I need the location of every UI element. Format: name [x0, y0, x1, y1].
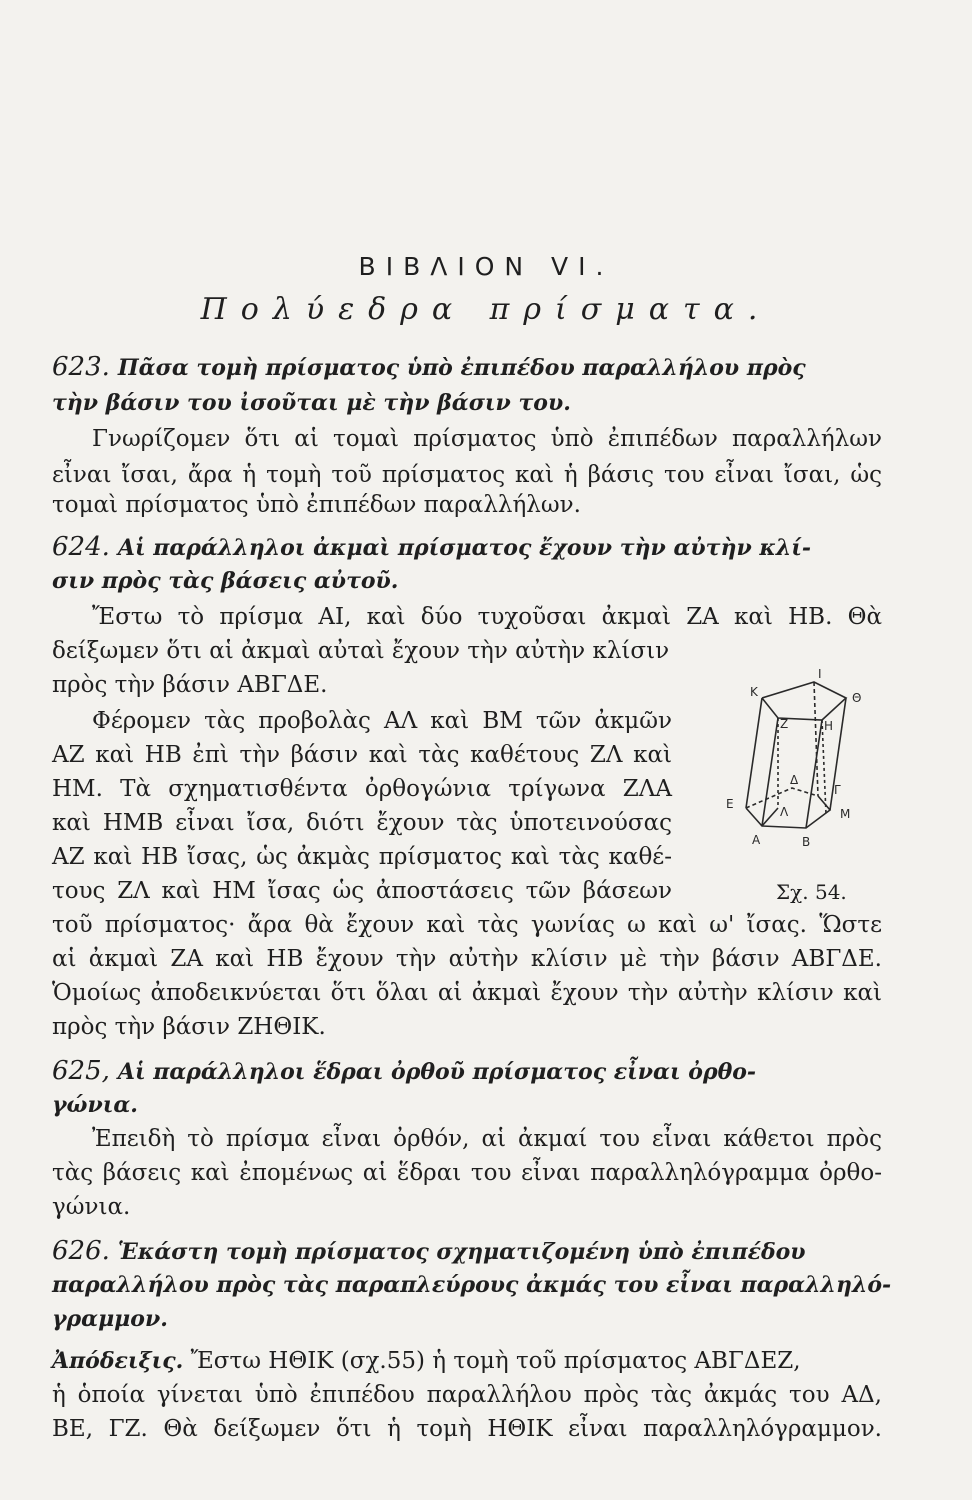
paragraph-line: ΑΖ καὶ ΗΒ ἐπὶ τὴν βάσιν καὶ τὰς καθέτους ΖΛ καὶ	[52, 742, 672, 768]
paragraph-line: τὰς βάσεις καὶ ἐπομένως αἱ ἕδραι του εἶναι παραλληλόγραμμα ὀρθο-	[52, 1160, 882, 1186]
paragraph-line: δείξωμεν ὅτι αἱ ἀκμαὶ αὐταὶ ἔχουν τὴν αὐτὴν κλίσιν	[52, 638, 670, 664]
chapter-title: Πολύεδρα πρίσματα.	[200, 292, 772, 327]
label-B: Β	[802, 835, 811, 849]
paragraph-line: τομαὶ πρίσματος ὑπὸ ἐπιπέδων παραλλήλων.	[52, 492, 581, 518]
section-623-heading: 623. Πᾶσα τομὴ πρίσματος ὑπὸ ἐπιπέδου παραλλήλου πρὸς	[52, 352, 806, 382]
section-626-heading: 626. Ἑκάστη τομὴ πρίσματος σχηματιζομένη ὑπὸ ἐπιπέδου	[52, 1236, 806, 1266]
label-Gamma: Γ	[834, 783, 841, 797]
section-625-heading: 625, Αἱ παράλληλοι ἕδραι ὀρθοῦ πρίσματος εἶναι ὀρθο-	[52, 1056, 757, 1086]
paragraph-line: Ἔστω τὸ πρίσμα ΑΙ, καὶ δύο τυχοῦσαι ἀκμαὶ ΖΑ καὶ ΗΒ. Θὰ	[92, 604, 882, 630]
edge	[746, 698, 762, 808]
paragraph-line: Ὁμοίως ἀποδεικνύεται ὅτι ὅλαι αἱ ἀκμαὶ ἔχουν τὴν αὐτὴν κλίσιν καὶ	[52, 980, 882, 1006]
section-number: 625,	[52, 1056, 110, 1086]
label-E: Ε	[726, 797, 734, 811]
section-624-heading-cont: σιν πρὸς τὰς βάσεις αὐτοῦ.	[52, 568, 399, 594]
section-number: 624.	[52, 532, 110, 562]
paragraph-line: πρὸς τὴν βάσιν ΖΗΘΙΚ.	[52, 1014, 326, 1040]
paragraph-line: γώνια.	[52, 1194, 131, 1220]
paragraph-line: Ἐπειδὴ τὸ πρίσμα εἶναι ὀρθόν, αἱ ἀκμαί του εἶναι κάθετοι πρὸς	[92, 1126, 882, 1152]
paragraph-line: καὶ ΗΜΒ εἶναι ἴσα, διότι ἔχουν τὰς ὑποτεινούσας	[52, 810, 672, 836]
label-Z: Ζ	[780, 717, 789, 731]
paragraph-line: Φέρομεν τὰς προβολὰς ΑΛ καὶ ΒΜ τῶν ἀκμῶν	[92, 708, 672, 734]
section-number: 623.	[52, 352, 110, 382]
label-K: Κ	[750, 685, 758, 699]
hidden-edge	[814, 682, 818, 796]
top-face	[762, 682, 846, 720]
paragraph-line: αἱ ἀκμαὶ ΖΑ καὶ ΗΒ ἔχουν τὴν αὐτὴν κλίσιν μὲ τὴν βάσιν ΑΒΓΔΕ.	[52, 946, 882, 972]
paragraph-line: Γνωρίζομεν ὅτι αἱ τομαὶ πρίσματος ὑπὸ ἐπιπέδων παραλλήλων	[92, 426, 882, 452]
prism-figure	[722, 668, 872, 868]
paragraph-line: ΗΜ. Τὰ σχηματισθέντα ὀρθογώνια τρίγωνα ΖΛΑ	[52, 776, 672, 802]
label-H: Η	[824, 719, 834, 733]
book-title: ΒΙΒΛΙΟΝ VI.	[358, 252, 614, 281]
paragraph-line: ΑΖ καὶ ΗΒ ἴσας, ὡς ἀκμὰς πρίσματος καὶ τὰς καθέ-	[52, 844, 672, 870]
paragraph-line: τους ΖΛ καὶ ΗΜ ἴσας ὡς ἀποστάσεις τῶν βάσεων	[52, 878, 672, 904]
paragraph-line: εἶναι ἴσαι, ἄρα ἡ τομὴ τοῦ πρίσματος καὶ ἡ βάσις του εἶναι ἴσαι, ὡς	[52, 462, 882, 488]
label-I: Ι	[818, 668, 822, 681]
paragraph-line: ΒΕ, ΓΖ. Θὰ δείξωμεν ὅτι ἡ τομὴ ΗΘΙΚ εἶναι παραλληλόγραμμον.	[52, 1416, 882, 1442]
perpendicular	[822, 720, 826, 814]
label-M: Μ	[840, 807, 851, 821]
label-L: Λ	[780, 805, 789, 819]
label-Delta: Δ	[790, 773, 799, 787]
section-623-heading-cont: τὴν βάσιν του ἰσοῦται μὲ τὴν βάσιν του.	[52, 390, 571, 416]
edge	[806, 720, 822, 828]
paragraph-line: Ἀπόδειξις. Ἔστω ΗΘΙΚ (σχ.55) ἡ τομὴ τοῦ πρίσματος ΑΒΓΔΕΖ,	[52, 1348, 801, 1374]
section-number: 626.	[52, 1236, 110, 1266]
section-626-heading-cont: παραλλήλου πρὸς τὰς παραπλεύρους ἀκμάς του εἶναι παραλληλό-	[52, 1272, 892, 1298]
paragraph-line: τοῦ πρίσματος· ἄρα θὰ ἔχουν καὶ τὰς γωνίας ω καὶ ω' ἴσας. Ὥστε	[52, 912, 882, 938]
section-626-heading-cont: γραμμον.	[52, 1306, 168, 1332]
proof-label: Ἀπόδειξις.	[52, 1348, 184, 1374]
section-624-heading: 624. Αἱ παράλληλοι ἀκμαὶ πρίσματος ἔχουν τὴν αὐτὴν κλί-	[52, 532, 812, 562]
label-Theta: Θ	[852, 691, 862, 705]
paragraph-line: ἡ ὁποία γίνεται ὑπὸ ἐπιπέδου παραλλήλου πρὸς τὰς ἀκμάς του ΑΔ,	[52, 1382, 882, 1408]
paragraph-line: πρὸς τὴν βάσιν ΑΒΓΔΕ.	[52, 672, 328, 698]
figure-caption: Σχ. 54.	[776, 880, 847, 904]
section-625-heading-cont: γώνια.	[52, 1092, 138, 1118]
label-A: Α	[752, 833, 761, 847]
